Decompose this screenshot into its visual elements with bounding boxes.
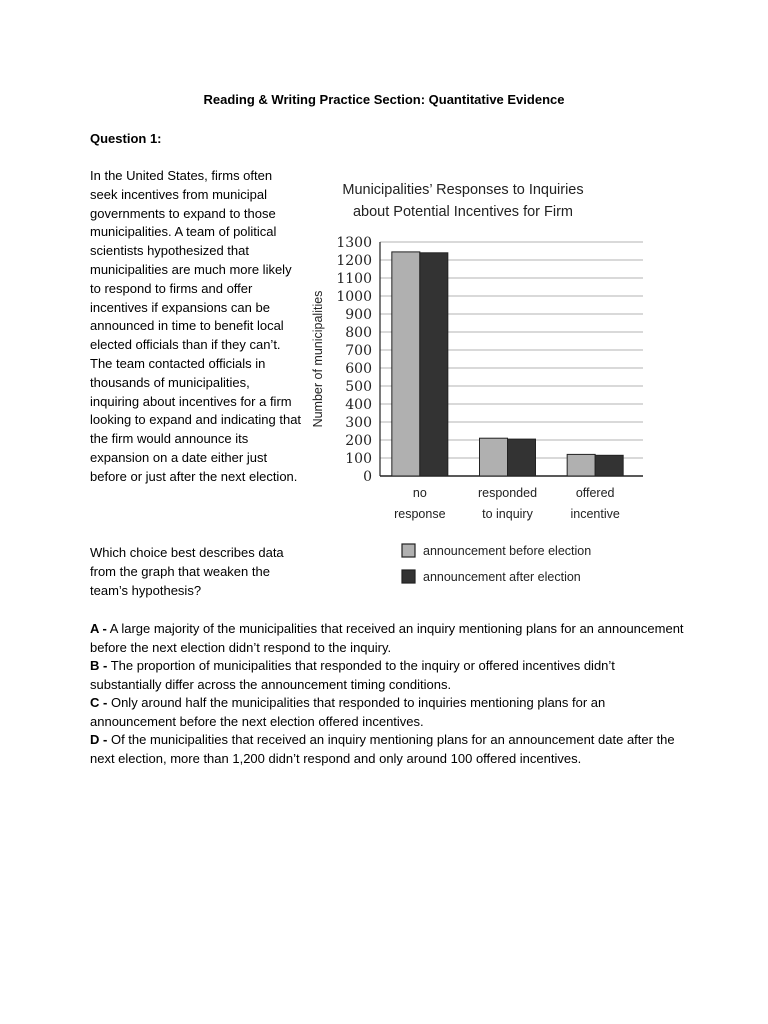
x-tick-label: response [394, 507, 446, 521]
bar-before-3 [567, 454, 595, 476]
choice-letter: B - [90, 658, 108, 673]
chart-bars [392, 252, 623, 476]
question-prompt: Which choice best describes data from the graph that weaken the team’s hypothesis? [90, 545, 284, 598]
question-label: Question 1: [90, 131, 162, 146]
choice-letter: A - [90, 621, 107, 636]
bar-after-1 [420, 253, 448, 476]
x-tick-label: to inquiry [482, 507, 533, 521]
answer-choices [90, 620, 690, 768]
choice-text: A large majority of the municipalities that received an inquiry mentioning plans for an announcement before the next election didn’t respond to the inquiry. [90, 621, 684, 655]
y-tick-label: 600 [345, 361, 372, 377]
y-tick-label: 800 [345, 325, 372, 341]
y-axis-label-text: Number of municipalities [311, 290, 325, 428]
passage-text: In the United States, firms often seek incentives from municipal governments to expand to those municipalities. A team of political scientists hypothesized that municipalities are much more likely to respond to firms and offer incentives if expansions can be announced in time to benefit local elected officials than if they can’t. The team contacted officials in thousands of municipalities, inquiring about incentives for a firm looking to expand and indicating that the firm would announce its expansion on a date either just before or just after the next election. [90, 168, 302, 484]
y-tick-label: 0 [363, 469, 372, 485]
page-title: Reading & Writing Practice Section: Quantitative Evidence [203, 92, 565, 107]
choice-a[interactable] [90, 620, 690, 657]
x-tick-label: offered [575, 486, 615, 500]
chart-title [342, 182, 583, 220]
choice-letter: C - [90, 695, 108, 710]
legend-swatch-2 [402, 570, 415, 583]
legend-label-1: announcement before election [423, 544, 592, 558]
choice-letter: D - [90, 732, 108, 747]
choice-d[interactable] [90, 731, 690, 768]
choice-c[interactable] [90, 694, 690, 731]
choice-text: Of the municipalities that received an inquiry mentioning plans for an announcement date after the next election, more than 1,200 didn’t respond and only around 100 offered incentives. [90, 732, 675, 766]
choice-text: Only around half the municipalities that responded to inquiries mentioning plans for an announcement before the next election offered incentives. [90, 695, 606, 729]
legend-label-2: announcement after election [423, 570, 581, 584]
bar-before-1 [392, 252, 420, 476]
bar-after-3 [595, 455, 623, 476]
x-tick-label: incentive [570, 507, 620, 521]
y-tick-label: 500 [345, 379, 372, 395]
y-tick-label: 900 [345, 307, 372, 323]
y-tick-label: 200 [345, 433, 372, 449]
y-tick-label: 1200 [336, 253, 372, 269]
y-tick-label: 400 [345, 397, 372, 413]
chart-title-line-1: Municipalities’ Responses to Inquiries [342, 182, 584, 198]
y-tick-labels [336, 235, 372, 485]
y-tick-label: 1300 [336, 235, 372, 251]
legend-swatch-1 [402, 544, 415, 557]
choice-text: The proportion of municipalities that responded to the inquiry or offered incentives didn’t substantially differ across the announcement timing conditions. [90, 658, 615, 692]
y-tick-label: 300 [345, 415, 372, 431]
x-tick-labels [394, 486, 620, 521]
bar-before-2 [480, 438, 508, 476]
bar-after-2 [508, 439, 536, 476]
y-tick-label: 700 [345, 343, 372, 359]
y-tick-label: 100 [345, 451, 372, 467]
chart-legend [402, 544, 591, 584]
choice-b[interactable] [90, 657, 690, 694]
y-axis-label [311, 291, 325, 428]
y-tick-label: 1100 [336, 271, 372, 287]
bar-chart [300, 172, 650, 592]
x-tick-label: responded [477, 486, 538, 500]
x-tick-label: no [412, 486, 427, 500]
chart-title-line-2: about Potential Incentives for Firm [352, 204, 574, 220]
y-tick-label: 1000 [336, 289, 372, 305]
